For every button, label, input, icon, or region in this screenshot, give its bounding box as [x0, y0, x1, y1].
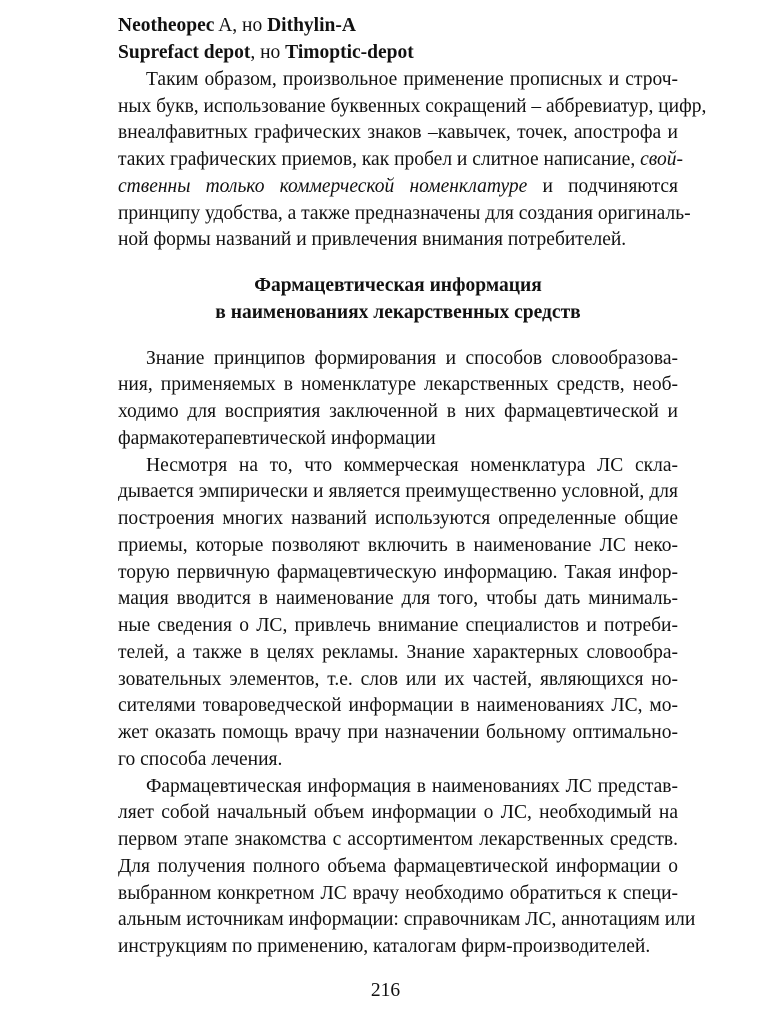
paragraph-line: торую первичную фармацевтическую информацию. Такая инфор-	[118, 562, 678, 583]
example-line-2	[118, 40, 678, 66]
paragraph-line: Для получения полного объема фармацевтической информации о	[118, 856, 678, 877]
paragraph-line: дывается эмпирически и является преимущественно условной, для	[118, 481, 678, 502]
paragraph-line: ходимо для восприятия заключенной в них фармацевтической и	[118, 401, 678, 422]
paragraph-line: выбранном конкретном ЛС врачу необходимо обратиться к специ-	[118, 883, 678, 904]
paragraph-line: Фармацевтическая информация в наименованиях ЛС представ-	[146, 776, 678, 797]
italic-text: ственны только коммерческой номенклатуре	[118, 176, 528, 197]
paragraph-line: фармакотерапевтической информации	[118, 428, 436, 449]
paragraph-line: первом этапе знакомства с ассортиментом лекарственных средств.	[118, 829, 678, 850]
paragraph-line: телей, а также в целях рекламы. Знание характерных словообра-	[118, 642, 678, 663]
paragraph-line: ния, применяемых в номенклатуре лекарственных средств, необ-	[118, 374, 678, 395]
example-name: Neotheopec	[118, 15, 215, 36]
example-name: Suprefact depot	[118, 42, 251, 63]
example-name: Dithylin-A	[267, 15, 356, 36]
section-heading-line-2: в наименованиях лекарственных средств	[215, 302, 581, 323]
section-heading-line-1: Фармацевтическая информация	[254, 275, 542, 296]
paragraph-line: ных букв, использование буквенных сокращений – аббревиатур, цифр,	[118, 96, 707, 117]
paragraph-line: Знание принципов формирования и способов словообразова-	[146, 348, 678, 369]
paragraph-line: Таким образом, произвольное применение прописных и строч-	[146, 69, 678, 90]
example-connector: A, но	[214, 15, 268, 36]
paragraph-line: ляет собой начальный объем информации о ЛС, необходимый на	[118, 802, 678, 823]
paragraph-line	[118, 147, 683, 173]
paragraph-line: жет оказать помощь врачу при назначении больному оптимально-	[118, 722, 678, 743]
paragraph-line: го способа лечения.	[118, 749, 283, 770]
paragraph-line: внеалфавитных графических знаков –кавычек, точек, апострофа и	[118, 122, 678, 143]
italic-text: свой-	[640, 149, 683, 170]
page-number: 216	[370, 980, 401, 1001]
paragraph-text: и подчиняются	[527, 176, 678, 197]
paragraph-line	[118, 174, 678, 200]
paragraph-line: ные сведения о ЛС, привлечь внимание специалистов и потреби-	[118, 615, 678, 636]
paragraph-line: альным источникам информации: справочникам ЛС, аннотациям или	[118, 909, 696, 930]
example-name: Timoptic-depot	[285, 42, 414, 63]
paragraph-line: приемы, которые позволяют включить в наименование ЛС неко-	[118, 535, 678, 556]
paragraph-line: построения многих названий используются определенные общие	[118, 508, 678, 529]
paragraph-line: сителями товароведческой информации в наименованиях ЛС, мо-	[118, 695, 678, 716]
paragraph-line: Несмотря на то, что коммерческая номенклатура ЛС скла-	[146, 455, 678, 476]
paragraph-line: принципу удобства, а также предназначены для создания оригиналь-	[118, 203, 691, 224]
paragraph-line: зовательных элементов, т.е. слов или их частей, являющихся но-	[118, 669, 678, 690]
paragraph-line: инструкциям по применению, каталогам фирм-производителей.	[118, 936, 651, 957]
paragraph-text: таких графических приемов, как пробел и слитное написание,	[118, 149, 636, 170]
example-connector: , но	[250, 42, 286, 63]
paragraph-line: мация вводится в наименование для того, чтобы дать минималь-	[118, 588, 678, 609]
paragraph-line: ной формы названий и привлечения внимания потребителей.	[118, 229, 627, 250]
example-line-1	[118, 13, 678, 39]
